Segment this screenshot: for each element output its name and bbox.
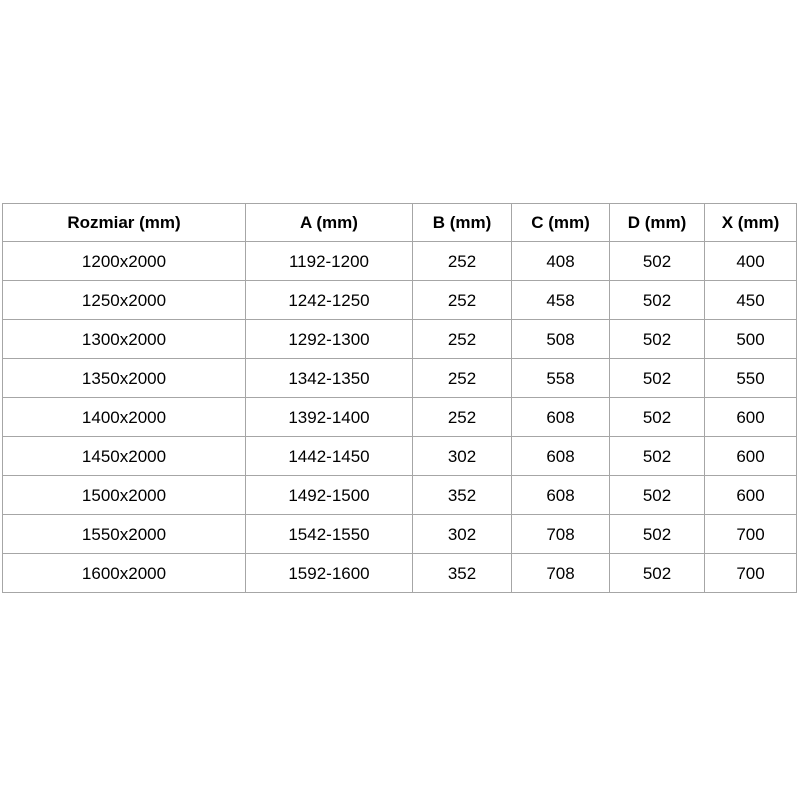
table-cell: 502 [610, 398, 705, 437]
table-cell: 600 [705, 398, 797, 437]
table-cell: 1200x2000 [3, 242, 246, 281]
table-cell: 302 [413, 437, 512, 476]
table-cell: 600 [705, 476, 797, 515]
table-cell: 1250x2000 [3, 281, 246, 320]
column-header: A (mm) [246, 204, 413, 242]
table-cell: 252 [413, 359, 512, 398]
table-row [3, 554, 797, 593]
table-cell: 608 [512, 398, 610, 437]
table-cell: 502 [610, 320, 705, 359]
table-cell: 458 [512, 281, 610, 320]
table-cell: 608 [512, 476, 610, 515]
table-cell: 252 [413, 242, 512, 281]
table-header [3, 204, 797, 242]
table-cell: 1542-1550 [246, 515, 413, 554]
table-cell: 708 [512, 515, 610, 554]
table-cell: 708 [512, 554, 610, 593]
table-row [3, 359, 797, 398]
table-cell: 1400x2000 [3, 398, 246, 437]
table-cell: 1192-1200 [246, 242, 413, 281]
table-cell: 600 [705, 437, 797, 476]
table-cell: 1450x2000 [3, 437, 246, 476]
table-cell: 1242-1250 [246, 281, 413, 320]
table-cell: 252 [413, 398, 512, 437]
column-header: Rozmiar (mm) [3, 204, 246, 242]
table-cell: 302 [413, 515, 512, 554]
table-cell: 400 [705, 242, 797, 281]
table-cell: 252 [413, 281, 512, 320]
table-row [3, 320, 797, 359]
table-cell: 558 [512, 359, 610, 398]
table-cell: 502 [610, 359, 705, 398]
table-cell: 1500x2000 [3, 476, 246, 515]
table-body [3, 242, 797, 593]
table-cell: 252 [413, 320, 512, 359]
column-header: B (mm) [413, 204, 512, 242]
table-cell: 1600x2000 [3, 554, 246, 593]
table-cell: 1392-1400 [246, 398, 413, 437]
table-cell: 508 [512, 320, 610, 359]
table-cell: 1550x2000 [3, 515, 246, 554]
column-header: C (mm) [512, 204, 610, 242]
table-cell: 1442-1450 [246, 437, 413, 476]
table-cell: 502 [610, 476, 705, 515]
column-header: D (mm) [610, 204, 705, 242]
table-cell: 502 [610, 515, 705, 554]
table-cell: 352 [413, 554, 512, 593]
table-header-row [3, 204, 797, 242]
table-row [3, 476, 797, 515]
table-cell: 500 [705, 320, 797, 359]
table-cell: 1492-1500 [246, 476, 413, 515]
table-row [3, 242, 797, 281]
table-cell: 502 [610, 242, 705, 281]
table-cell: 608 [512, 437, 610, 476]
table-row [3, 437, 797, 476]
table-cell: 450 [705, 281, 797, 320]
table-cell: 550 [705, 359, 797, 398]
table-cell: 352 [413, 476, 512, 515]
table-cell: 1292-1300 [246, 320, 413, 359]
table-cell: 1342-1350 [246, 359, 413, 398]
table-cell: 502 [610, 554, 705, 593]
table-cell: 502 [610, 437, 705, 476]
table-row [3, 398, 797, 437]
table-row [3, 515, 797, 554]
table-cell: 1592-1600 [246, 554, 413, 593]
table-cell: 502 [610, 281, 705, 320]
table-cell: 700 [705, 515, 797, 554]
column-header: X (mm) [705, 204, 797, 242]
table-row [3, 281, 797, 320]
table-cell: 1300x2000 [3, 320, 246, 359]
table-cell: 408 [512, 242, 610, 281]
table-cell: 700 [705, 554, 797, 593]
size-dimensions-table [2, 203, 797, 593]
table-cell: 1350x2000 [3, 359, 246, 398]
